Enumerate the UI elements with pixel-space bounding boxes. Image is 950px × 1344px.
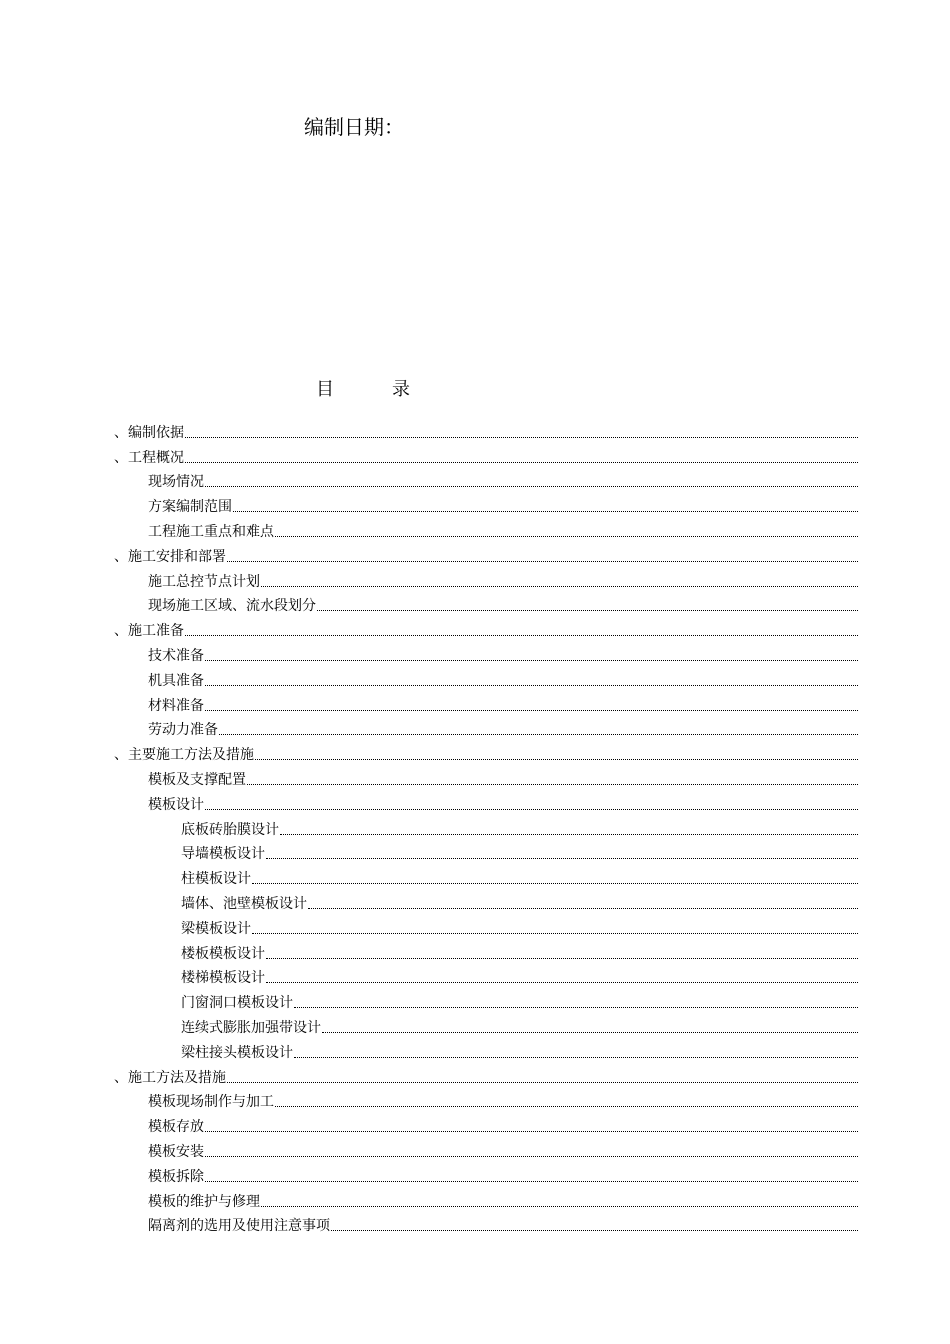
toc-entry-text: 现场施工区域、流水段划分 [148, 598, 316, 615]
toc-entry-text: 劳动力准备 [148, 722, 218, 739]
toc-title [316, 378, 410, 402]
toc-dot-leader [205, 659, 858, 661]
toc-dot-leader [233, 510, 858, 512]
toc-entry-text: 门窗洞口模板设计 [181, 995, 293, 1012]
toc-dot-leader [275, 535, 858, 537]
toc-entry[interactable] [114, 417, 858, 442]
toc-entry[interactable] [114, 1211, 858, 1236]
toc-dot-leader [255, 758, 858, 760]
toc-dot-leader [266, 981, 858, 983]
toc-dot-leader [261, 1205, 858, 1207]
toc-entry-text: 、工程概况 [114, 449, 184, 466]
toc-entry-text: 模板现场制作与加工 [148, 1094, 274, 1111]
toc-entry[interactable] [114, 764, 858, 789]
date-label: 编制日期： [304, 115, 404, 139]
toc-entry-text: 方案编制范围 [148, 499, 232, 516]
toc-entry-text: 楼板模板设计 [181, 945, 265, 962]
toc-entry-text: 梁模板设计 [181, 920, 251, 937]
toc-entry-text: 施工总控节点计划 [148, 573, 260, 590]
toc-entry[interactable] [114, 839, 858, 864]
toc-entry-text: 、施工安排和部署 [114, 548, 226, 565]
toc-entry[interactable] [114, 442, 858, 467]
toc-dot-leader [317, 609, 858, 611]
toc-dot-leader [294, 1056, 858, 1058]
toc-dot-leader [205, 485, 858, 487]
toc-entry[interactable] [114, 789, 858, 814]
toc-dot-leader [308, 907, 858, 909]
toc-entry[interactable] [114, 491, 858, 516]
toc-entry-text: 机具准备 [148, 672, 204, 689]
toc-entry[interactable] [114, 963, 858, 988]
toc-dot-leader [205, 1130, 858, 1132]
toc-entry-text: 模板的维护与修理 [148, 1193, 260, 1210]
toc-entry[interactable] [114, 1161, 858, 1186]
toc-title-right: 录 [392, 379, 410, 400]
toc-entry[interactable] [114, 516, 858, 541]
toc-dot-leader [219, 733, 858, 735]
toc-dot-leader [185, 461, 858, 463]
toc-entry-text: 连续式膨胀加强带设计 [181, 1019, 321, 1036]
toc-entry[interactable] [114, 1186, 858, 1211]
toc-entry-text: 材料准备 [148, 697, 204, 714]
toc-entry[interactable] [114, 715, 858, 740]
toc-entry[interactable] [114, 913, 858, 938]
toc-entry-text: 柱模板设计 [181, 871, 251, 888]
toc-entry-text: 梁柱接头模板设计 [181, 1044, 293, 1061]
toc-title-left: 目 [316, 379, 334, 400]
toc-entry-text: 隔离剂的选用及使用注意事项 [148, 1218, 330, 1235]
toc-dot-leader [261, 585, 858, 587]
toc-dot-leader [294, 1006, 858, 1008]
toc-entry[interactable] [114, 467, 858, 492]
toc-entry[interactable] [114, 1136, 858, 1161]
toc-entry-text: 、主要施工方法及措施 [114, 747, 254, 764]
toc-entry-text: 模板及支撑配置 [148, 771, 246, 788]
toc-entry[interactable] [114, 1062, 858, 1087]
toc-dot-leader [252, 932, 858, 934]
toc-entry-text: 、施工方法及措施 [114, 1069, 226, 1086]
toc-entry-text: 模板拆除 [148, 1168, 204, 1185]
toc-entry-text: 模板安装 [148, 1143, 204, 1160]
toc-dot-leader [205, 1155, 858, 1157]
toc-entry[interactable] [114, 640, 858, 665]
toc-dot-leader [205, 808, 858, 810]
toc-entry[interactable] [114, 690, 858, 715]
toc-entry[interactable] [114, 1037, 858, 1062]
toc-entry[interactable] [114, 987, 858, 1012]
toc-entry-text: 工程施工重点和难点 [148, 523, 274, 540]
toc-dot-leader [205, 684, 858, 686]
toc-entry[interactable] [114, 739, 858, 764]
toc-dot-leader [280, 833, 858, 835]
toc-entry[interactable] [114, 541, 858, 566]
toc-entry-text: 、施工准备 [114, 623, 184, 640]
toc-entry-text: 导墙模板设计 [181, 846, 265, 863]
toc-entry[interactable] [114, 863, 858, 888]
toc-dot-leader [227, 560, 858, 562]
toc-dot-leader [247, 783, 858, 785]
toc-dot-leader [252, 882, 858, 884]
toc-dot-leader [205, 1180, 858, 1182]
toc-entry-text: 现场情况 [148, 474, 204, 491]
toc-entry-text: 、编制依据 [114, 424, 184, 441]
toc-dot-leader [266, 957, 858, 959]
toc-entry[interactable] [114, 1012, 858, 1037]
toc-entry-text: 技术准备 [148, 647, 204, 664]
toc-entry[interactable] [114, 1111, 858, 1136]
toc-entry-text: 楼梯模板设计 [181, 970, 265, 987]
toc-entry[interactable] [114, 938, 858, 963]
table-of-contents [114, 417, 858, 1235]
toc-dot-leader [331, 1229, 858, 1231]
toc-dot-leader [185, 436, 858, 438]
toc-dot-leader [227, 1081, 858, 1083]
toc-dot-leader [205, 709, 858, 711]
toc-entry[interactable] [114, 591, 858, 616]
toc-dot-leader [185, 634, 858, 636]
toc-entry[interactable] [114, 814, 858, 839]
toc-entry[interactable] [114, 888, 858, 913]
toc-entry-text: 底板砖胎膜设计 [181, 821, 279, 838]
toc-dot-leader [266, 857, 858, 859]
toc-entry-text: 模板设计 [148, 796, 204, 813]
toc-entry-text: 模板存放 [148, 1119, 204, 1136]
toc-dot-leader [322, 1031, 858, 1033]
toc-entry[interactable] [114, 566, 858, 591]
toc-entry[interactable] [114, 615, 858, 640]
toc-entry[interactable] [114, 665, 858, 690]
toc-dot-leader [275, 1105, 858, 1107]
toc-entry-text: 墙体、池壁模板设计 [181, 895, 307, 912]
toc-entry[interactable] [114, 1087, 858, 1112]
